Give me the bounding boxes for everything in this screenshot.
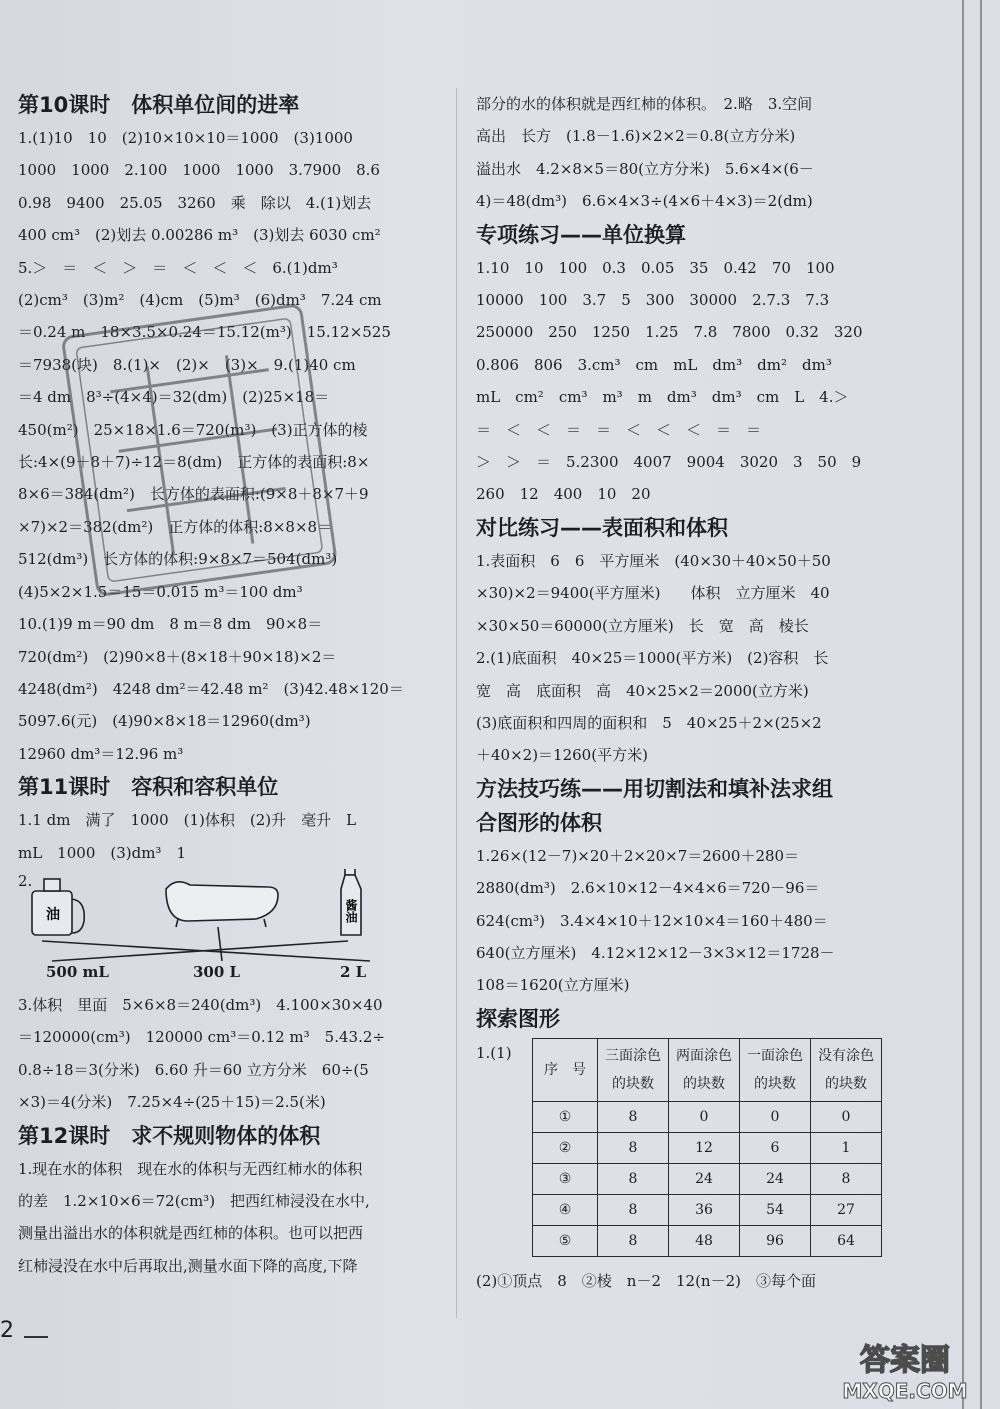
table-cell: 8 bbox=[598, 1225, 669, 1256]
lesson-10-title: 第10课时 体积单位间的进率 bbox=[18, 93, 300, 117]
column-divider bbox=[456, 88, 457, 1318]
answer-line: 1000 1000 2.100 1000 1000 3.7900 8.6 bbox=[18, 161, 380, 180]
page-number-rule bbox=[24, 1336, 48, 1338]
answer-line: 512(dm³) 长方体的体积:9×8×7＝504(dm³) bbox=[18, 550, 338, 569]
item-number: 1.(1) bbox=[476, 1043, 512, 1062]
header-cell: 三面涂色 的块数 bbox=[598, 1038, 669, 1101]
answer-line: ＝4 dm 8³÷(4×4)＝32(dm) (2)25×18＝ bbox=[18, 388, 330, 407]
answer-line: 0.98 9400 25.05 3260 乘 除以 4.(1)划去 bbox=[18, 193, 372, 212]
page-number: 2 bbox=[0, 1318, 14, 1343]
table-cell: 8 bbox=[598, 1132, 669, 1163]
table-cell: 0 bbox=[669, 1101, 740, 1132]
table-cell: 36 bbox=[669, 1194, 740, 1225]
answer-line: 1.表面积 6 6 平方厘米 (40×30＋40×50＋50 bbox=[476, 551, 831, 570]
table-row bbox=[533, 1163, 882, 1194]
table-cell: ② bbox=[533, 1132, 598, 1163]
answer-line: 1.现在水的体积 现在水的体积与无西红柿水的体积 bbox=[18, 1159, 363, 1178]
answer-line: 250000 250 1250 1.25 7.8 7800 0.32 320 bbox=[476, 323, 863, 342]
page-edge bbox=[980, 0, 982, 1409]
explore-table-wrap bbox=[476, 1038, 896, 1257]
answer-line: ×3)＝4(分米) 7.25×4÷(25＋15)＝2.5(米) bbox=[18, 1093, 326, 1112]
answer-line: 高出 长方 (1.8－1.6)×2×2＝0.8(立方分米) bbox=[476, 127, 796, 146]
table-row bbox=[533, 1194, 882, 1225]
unit-conversion-title: 专项练习——单位换算 bbox=[476, 222, 686, 247]
table-cell: 64 bbox=[811, 1225, 882, 1256]
answer-line: ＝120000(cm³) 120000 cm³＝0.12 m³ 5.43.2÷ bbox=[18, 1028, 385, 1047]
answer-line: 2.(1)底面积 40×25＝1000(平方米) (2)容积 长 bbox=[476, 649, 829, 668]
method-title-line1: 方法技巧练——用切割法和填补法求组 bbox=[476, 776, 833, 801]
answer-line: 450(m²) 25×18×1.6＝720(m³) (3)正方体的棱 bbox=[18, 420, 368, 439]
header-cell: 一面涂色 的块数 bbox=[740, 1038, 811, 1101]
table-cell: ① bbox=[533, 1101, 598, 1132]
answer-line: 5.＞ ＝ ＜ ＞ ＝ ＜ ＜ ＜ 6.(1)dm³ bbox=[18, 258, 338, 277]
answer-line: 624(cm³) 3.4×4×10＋12×10×4＝160＋480＝ bbox=[476, 911, 828, 930]
answer-line: 5097.6(元) (4)90×8×18＝12960(dm³) bbox=[18, 712, 311, 731]
answer-line: 260 12 400 10 20 bbox=[476, 485, 651, 504]
label-300l: 300 L bbox=[193, 962, 241, 981]
answer-line: 4)＝48(dm³) 6.6×4×3÷(4×6＋4×3)＝2(dm) bbox=[476, 192, 813, 211]
table-cell: 54 bbox=[740, 1194, 811, 1225]
answer-line: 12960 dm³＝12.96 m³ bbox=[18, 744, 184, 763]
answer-line: 8×6＝384(dm²) 长方体的表面积:(9×8＋8×7＋9 bbox=[18, 485, 369, 504]
lesson-11-title: 第11课时 容积和容积单位 bbox=[18, 775, 279, 800]
explore-title: 探索图形 bbox=[476, 1006, 560, 1031]
page-edge bbox=[962, 0, 964, 1409]
answer-line: 1.1 dm 满了 1000 (1)体积 (2)升 毫升 L bbox=[18, 811, 357, 830]
answer-line: mL 1000 (3)dm³ 1 bbox=[18, 843, 186, 862]
answer-line: 4248(dm²) 4248 dm²＝42.48 m² (3)42.48×120＝ bbox=[18, 679, 404, 698]
answer-line: 108＝1620(立方厘米) bbox=[476, 976, 630, 995]
answer-line: 的差 1.2×10×6＝72(cm³) 把西红柿浸没在水中, bbox=[18, 1191, 370, 1210]
soy-label: 酱油 bbox=[344, 898, 358, 923]
svg-text:MXQE.COM: MXQE.COM bbox=[842, 1379, 968, 1403]
answer-line: 溢出水 4.2×8×5＝80(立方分米) 5.6×4×(6－ bbox=[476, 159, 814, 178]
answer-line: 部分的水的体积就是西红柿的体积。 2.略 3.空间 bbox=[476, 95, 813, 113]
answer-line: 400 cm³ (2)划去 0.00286 m³ (3)划去 6030 cm² bbox=[18, 226, 381, 245]
table-header-row bbox=[533, 1038, 882, 1101]
table-cell: 96 bbox=[740, 1225, 811, 1256]
answer-line: ＞ ＞ ＝ 5.2300 4007 9004 3020 3 50 9 bbox=[476, 453, 862, 472]
table-cell: ④ bbox=[533, 1194, 598, 1225]
matching-figure bbox=[18, 869, 446, 989]
answer-line: (2)cm³ (3)m² (4)cm (5)m³ (6)dm³ 7.24 cm bbox=[18, 291, 382, 310]
table-cell: ③ bbox=[533, 1163, 598, 1194]
watermark-stamp-icon bbox=[40, 300, 360, 610]
answer-line: 1.26×(12－7)×20＋2×20×7＝2600＋280＝ bbox=[476, 846, 800, 865]
table-row bbox=[533, 1132, 882, 1163]
table-cell: 8 bbox=[811, 1163, 882, 1194]
header-cell: 没有涂色 的块数 bbox=[811, 1038, 882, 1101]
table-cell: 48 bbox=[669, 1225, 740, 1256]
answer-line: 10.(1)9 m＝90 dm 8 m＝8 dm 90×8＝ bbox=[18, 615, 323, 634]
table-row bbox=[533, 1225, 882, 1256]
answer-line: ×30)×2＝9400(平方厘米) 体积 立方厘米 40 bbox=[476, 584, 830, 603]
answer-line: ＝ ＜ ＜ ＝ ＝ ＜ ＜ ＜ ＝ ＝ bbox=[476, 420, 762, 439]
answer-line: (4)5×2×1.5＝15＝0.015 m³＝100 dm³ bbox=[18, 582, 303, 601]
answer-line: mL cm² cm³ m³ m dm³ dm³ cm L 4.＞ bbox=[476, 388, 849, 407]
left-column bbox=[18, 88, 446, 1282]
table-cell: 12 bbox=[669, 1132, 740, 1163]
header-cell: 两面涂色 的块数 bbox=[669, 1038, 740, 1101]
answer-line: 测量出溢出水的体积就是西红柿的体积。也可以把西 bbox=[18, 1224, 364, 1243]
painted-cubes-table bbox=[532, 1038, 882, 1257]
table-cell: 0 bbox=[740, 1101, 811, 1132]
item-number: 2. bbox=[18, 871, 33, 890]
answer-line: 10000 100 3.7 5 300 30000 2.7.3 7.3 bbox=[476, 291, 830, 310]
answer-line: (3)底面积和四周的面积和 5 40×25＋2×(25×2 bbox=[476, 713, 822, 732]
table-cell: 6 bbox=[740, 1132, 811, 1163]
oil-label: 油 bbox=[46, 906, 60, 923]
table-cell: 24 bbox=[740, 1163, 811, 1194]
table-cell: 24 bbox=[669, 1163, 740, 1194]
table-cell: ⑤ bbox=[533, 1225, 598, 1256]
answer-line: 长:4×(9＋8＋7)÷12＝8(dm) 正方体的表面积:8× bbox=[18, 453, 370, 472]
table-cell: 8 bbox=[598, 1101, 669, 1132]
answer-line: 2880(dm³) 2.6×10×12－4×4×6＝720－96＝ bbox=[476, 879, 820, 898]
table-cell: 8 bbox=[598, 1194, 669, 1225]
header-cell: 序 号 bbox=[533, 1038, 598, 1101]
answer-line: 0.8÷18＝3(分米) 6.60 升＝60 立方分米 60÷(5 bbox=[18, 1060, 369, 1079]
table-cell: 1 bbox=[811, 1132, 882, 1163]
table-cell: 8 bbox=[598, 1163, 669, 1194]
answer-line: 红柿浸没在水中后再取出,测量水面下降的高度,下降 bbox=[18, 1256, 358, 1275]
svg-text:答案圈: 答案圈 bbox=[860, 1343, 950, 1378]
answer-line: (2)①顶点 8 ②棱 n－2 12(n－2) ③每个面 bbox=[476, 1271, 816, 1290]
method-title-line2: 合图形的体积 bbox=[476, 810, 602, 835]
table-cell: 27 bbox=[811, 1194, 882, 1225]
lesson-12-title: 第12课时 求不规则物体的体积 bbox=[18, 1123, 321, 1148]
label-2l: 2 L bbox=[340, 962, 367, 981]
answer-line: 1.(1)10 10 (2)10×10×10＝1000 (3)1000 bbox=[18, 129, 353, 147]
answer-line: ＝7938(块) 8.(1)× (2)× (3)× 9.(1)40 cm bbox=[18, 355, 356, 374]
answer-line: ＝0.24 m 18×3.5×0.24＝15.12(m³) 15.12×525 bbox=[18, 323, 391, 342]
answer-line: 1.10 10 100 0.3 0.05 35 0.42 70 100 bbox=[476, 258, 835, 277]
answer-line: 宽 高 底面积 高 40×25×2＝2000(立方米) bbox=[476, 681, 809, 700]
answer-line: 3.体积 里面 5×6×8＝240(dm³) 4.100×30×40 bbox=[18, 995, 383, 1014]
table-cell: 0 bbox=[811, 1101, 882, 1132]
label-500ml: 500 mL bbox=[46, 962, 109, 981]
answer-line: 0.806 806 3.cm³ cm mL dm³ dm² dm³ bbox=[476, 355, 832, 374]
answer-line: ×30×50＝60000(立方厘米) 长 宽 高 棱长 bbox=[476, 616, 809, 635]
table-row bbox=[533, 1101, 882, 1132]
answer-line: ＋40×2)＝1260(平方米) bbox=[476, 746, 648, 765]
answer-line: ×7)×2＝382(dm²) 正方体的体积:8×8×8＝ bbox=[18, 517, 333, 536]
answer-line: 640(立方厘米) 4.12×12×12－3×3×12＝1728－ bbox=[476, 943, 835, 962]
bathtub-icon bbox=[166, 882, 278, 927]
answer-line: 720(dm²) (2)90×8＋(8×18＋90×18)×2＝ bbox=[18, 647, 337, 666]
comparison-title: 对比练习——表面积和体积 bbox=[476, 515, 728, 540]
site-logo-icon bbox=[820, 1334, 990, 1404]
cross-lines bbox=[42, 927, 370, 961]
right-column bbox=[476, 88, 896, 1297]
